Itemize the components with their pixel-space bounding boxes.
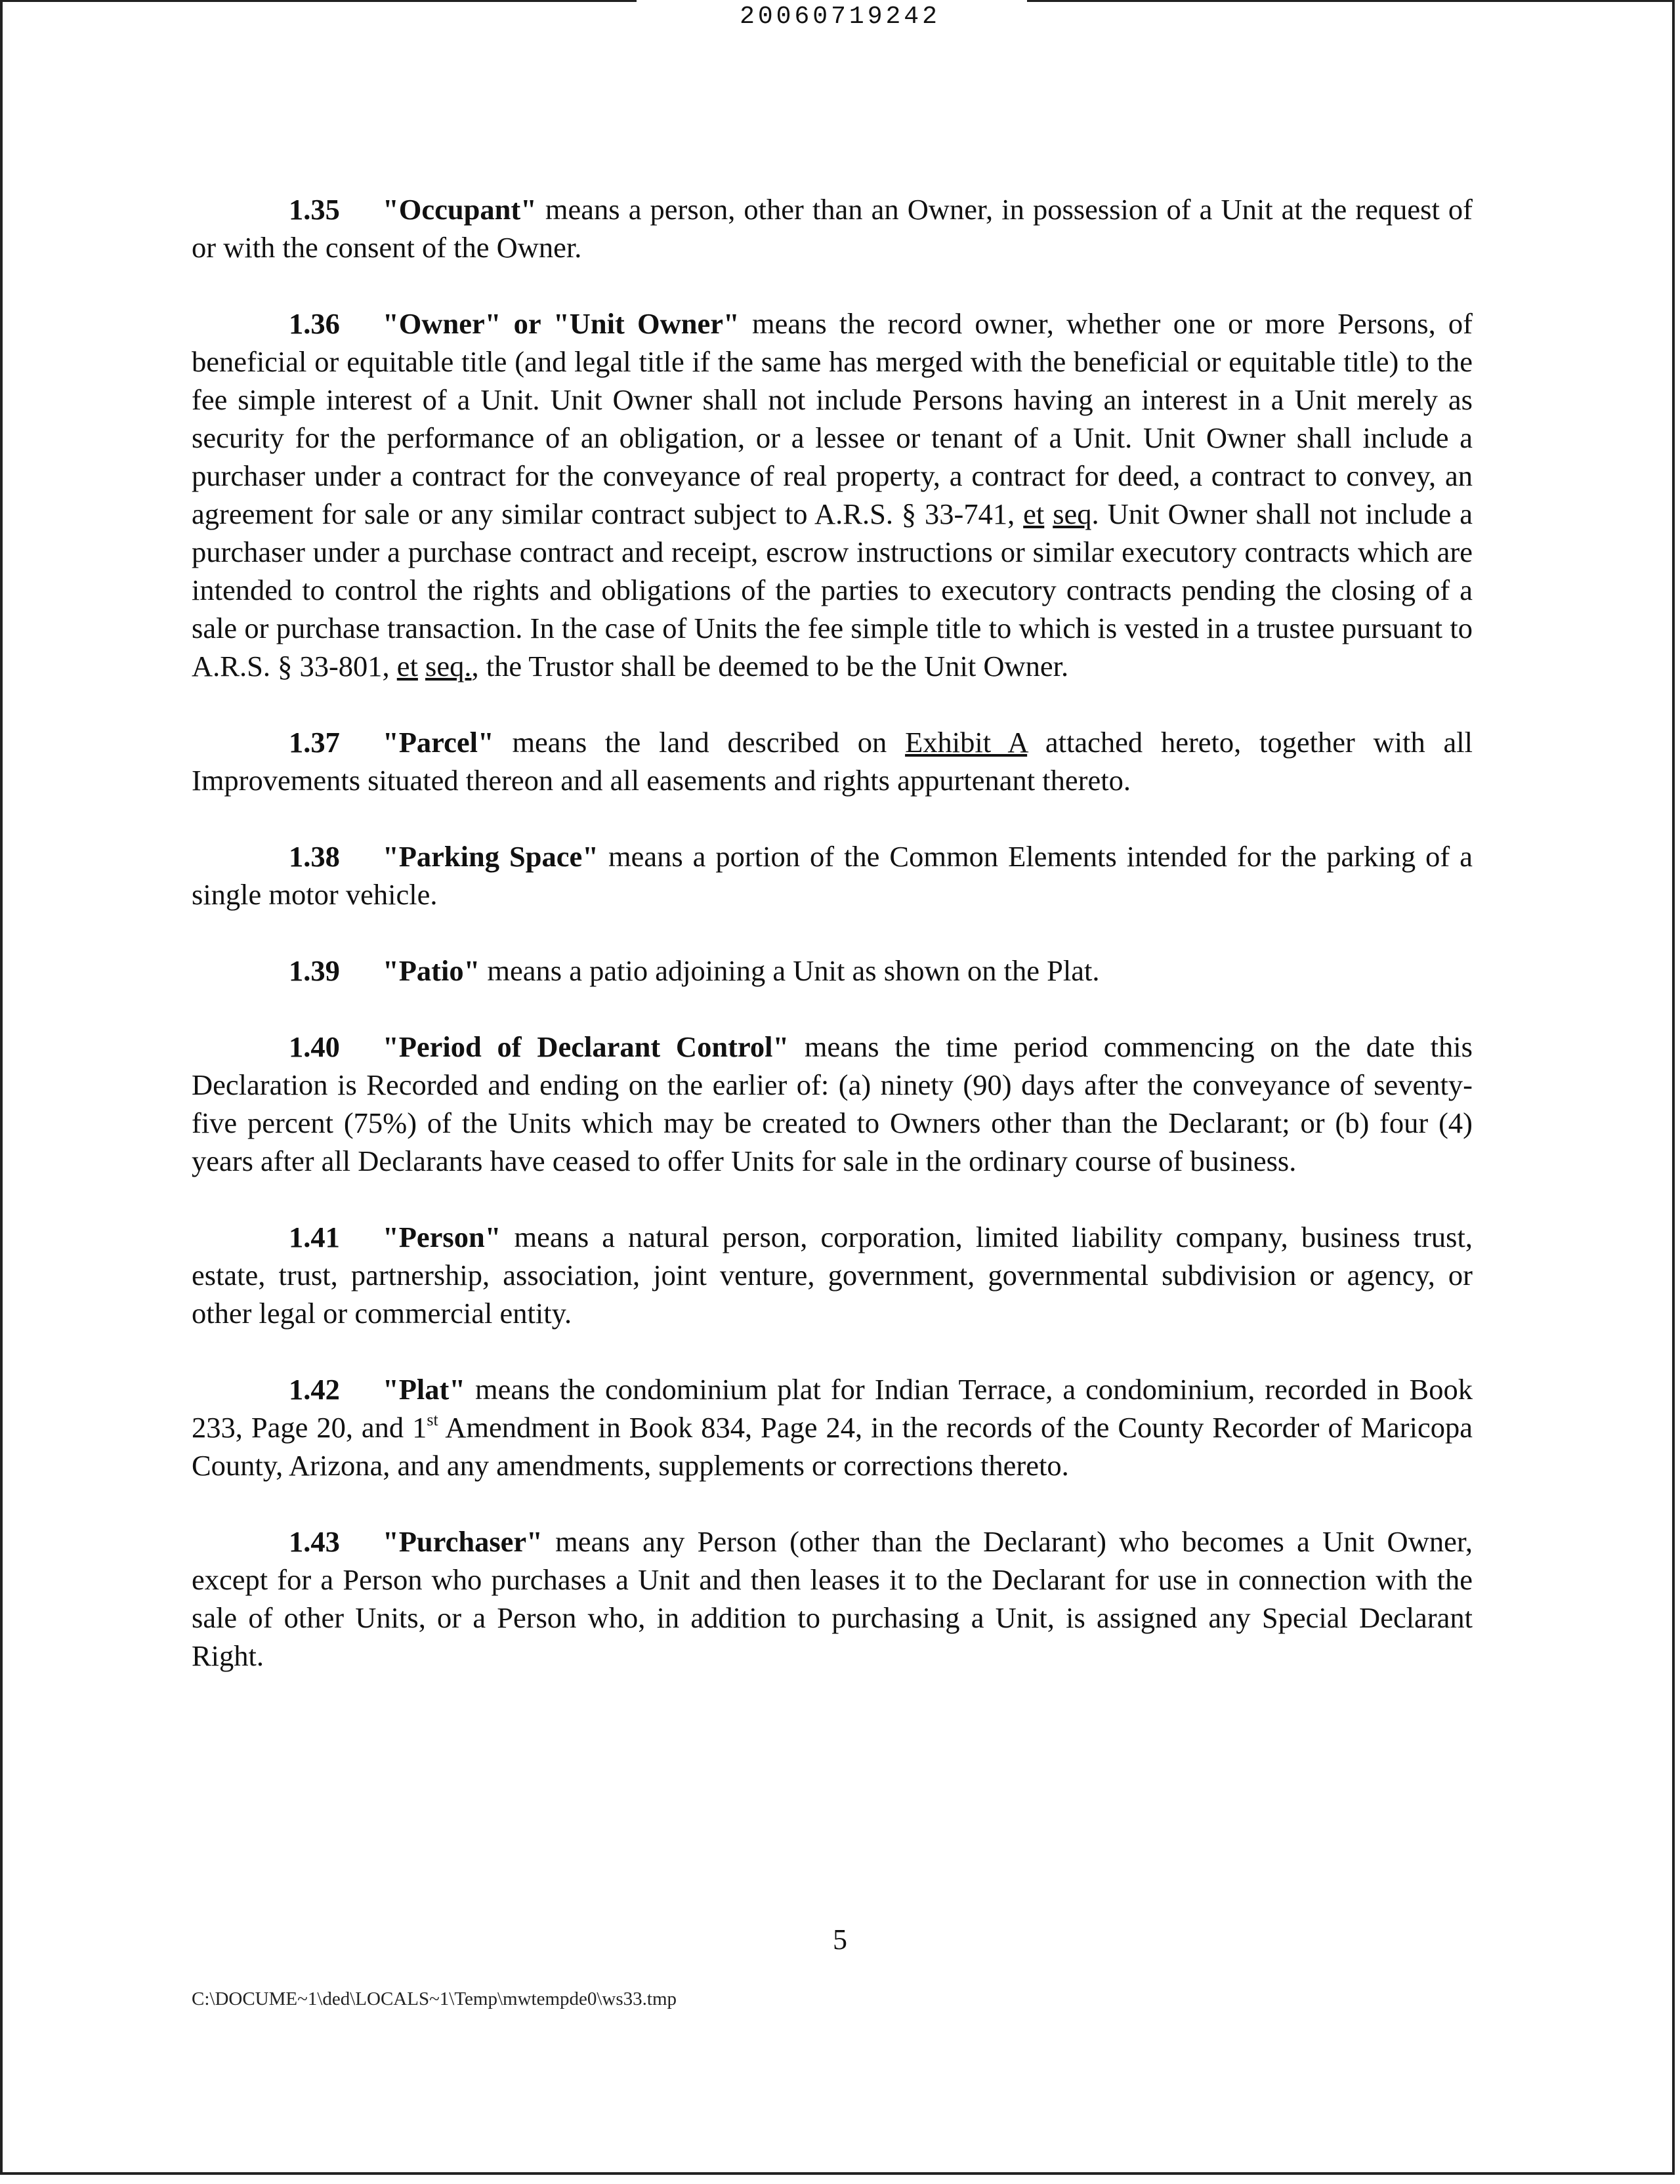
et-abbrev: et xyxy=(396,650,418,682)
exhibit-reference: Exhibit A xyxy=(905,726,1028,759)
definition-text: means a natural person, corporation, limited liability company, business trust, estate, trust, partnership, association, joint venture, government, governmental subdivision or agency, or other legal or commercial entity. xyxy=(192,1221,1473,1330)
definition-text: Amendment in Book 834, Page 24, in the records of the County Recorder of Maricopa County, Arizona, and any amendments, supplements or corrections thereto. xyxy=(192,1411,1473,1482)
definition-text: . Unit Owner shall not include a purchaser under a purchase contract and receipt, escrow instructions or similar executory contracts which are intended to control the rights and obligations of the parties to executory contracts pending the closing of a sale or purchase transaction. In the case of Units the fee simple title to which is vested in a trustee pursuant to A.R.S. § 33-801, xyxy=(192,497,1473,682)
definition-1-38 xyxy=(192,837,1473,914)
section-number: 1.38 xyxy=(289,840,340,873)
definition-1-42 xyxy=(192,1370,1473,1484)
definition-1-40 xyxy=(192,1028,1473,1180)
section-number: 1.40 xyxy=(289,1030,340,1063)
defined-term: "Period of Declarant Control" xyxy=(383,1030,789,1063)
top-rule-left xyxy=(0,0,637,2)
section-number: 1.41 xyxy=(289,1221,340,1253)
recording-number: 20060719242 xyxy=(740,3,940,31)
definition-text: means a portion of the Common Elements intended for the parking of a single motor vehicle. xyxy=(192,840,1473,911)
page-border-bottom xyxy=(0,2172,1675,2175)
defined-term: "Purchaser" xyxy=(383,1525,543,1558)
defined-term: "Plat" xyxy=(383,1373,466,1406)
defined-term: "Owner" or "Unit Owner" xyxy=(383,307,740,340)
page-border-right xyxy=(1672,0,1675,2172)
definition-1-39 xyxy=(192,952,1473,990)
defined-term: "Parcel" xyxy=(383,726,494,759)
definition-text: means a patio adjoining a Unit as shown on the Plat. xyxy=(480,954,1100,987)
definition-text: attached hereto, together with all Improvements situated thereon and all easements and rights appurtenant thereto. xyxy=(192,726,1473,797)
definition-text: means the condominium plat for Indian Terrace, a condominium, recorded in Book 233, Page 20, and 1 xyxy=(192,1373,1473,1444)
definition-text: means any Person (other than the Declarant) who becomes a Unit Owner, except for a Person who purchases a Unit and then leases it to the Declarant for use in connection with the sale of other Units, or a Person who, in addition to purchasing a Unit, is assigned any Special Declarant Right. xyxy=(192,1525,1473,1672)
section-number: 1.36 xyxy=(289,307,340,340)
defined-term: "Occupant" xyxy=(383,193,537,226)
section-number: 1.37 xyxy=(289,726,340,759)
defined-term: "Parking Space" xyxy=(383,840,598,873)
page-border-left xyxy=(0,0,3,2172)
defined-term: "Person" xyxy=(383,1221,501,1253)
section-number: 1.43 xyxy=(289,1525,340,1558)
seq-abbrev: seq. xyxy=(425,650,472,682)
definition-1-37 xyxy=(192,723,1473,799)
document-body xyxy=(192,190,1473,1713)
et-abbrev: et xyxy=(1023,497,1045,530)
top-rule-right xyxy=(1027,0,1673,2)
space xyxy=(418,650,425,682)
definition-1-41 xyxy=(192,1218,1473,1332)
defined-term: "Patio" xyxy=(383,954,480,987)
ordinal-suffix: st xyxy=(427,1410,438,1429)
seq-abbrev: seq xyxy=(1053,497,1092,530)
section-number: 1.39 xyxy=(289,954,340,987)
file-path: C:\DOCUME~1\ded\LOCALS~1\Temp\mwtempde0\ws33.tmp xyxy=(192,1988,677,2009)
definition-text: means the land described on xyxy=(494,726,906,759)
definition-text: , the Trustor shall be deemed to be the Unit Owner. xyxy=(471,650,1069,682)
section-number: 1.35 xyxy=(289,193,340,226)
definition-text: means the time period commencing on the date this Declaration is Recorded and ending on the earlier of: (a) ninety (90) days after the conveyance of seventy-five percent (75%) of the Units which may be created to Owners other than the Declarant; or (b) four (4) years after all Declarants have ceased to offer Units for sale in the ordinary course of business. xyxy=(192,1030,1473,1177)
definition-1-35 xyxy=(192,190,1473,266)
section-number: 1.42 xyxy=(289,1373,340,1406)
definition-text: means the record owner, whether one or more Persons, of beneficial or equitable title (and legal title if the same has merged with the beneficial or equitable title) to the fee simple interest of a Unit. Unit Owner shall not include Persons having an interest in a Unit merely as security for the performance of an obligation, or a lessee or tenant of a Unit. Unit Owner shall include a purchaser under a contract for the conveyance of real property, a contract for deed, a contract to convey, an agreement for sale or any similar contract subject to A.R.S. § 33-741, xyxy=(192,307,1473,530)
page-number: 5 xyxy=(833,1923,847,1956)
definition-1-43 xyxy=(192,1522,1473,1675)
definition-text: means a person, other than an Owner, in possession of a Unit at the request of or with the consent of the Owner. xyxy=(192,193,1473,264)
definition-1-36 xyxy=(192,304,1473,685)
space xyxy=(1044,497,1053,530)
